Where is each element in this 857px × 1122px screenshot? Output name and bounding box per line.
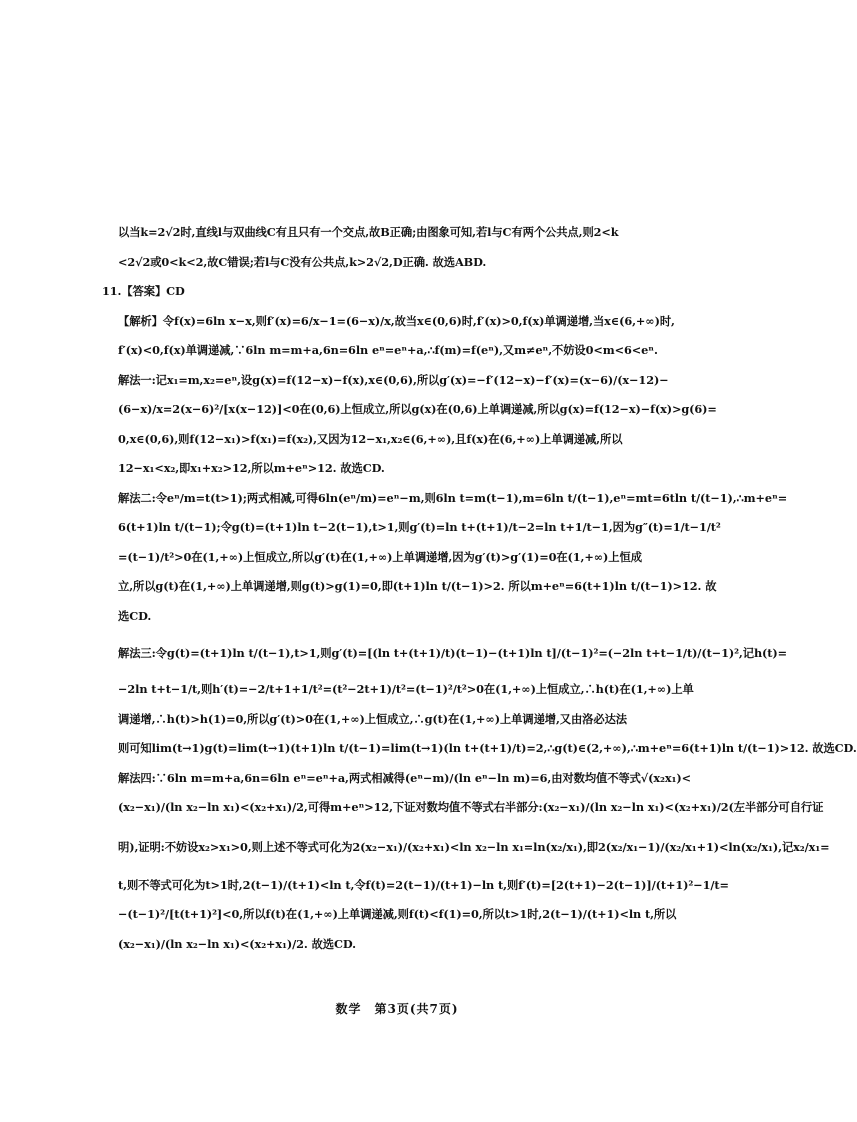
text-line: 解法四:∵6ln m=m+a,6n=6ln eⁿ=eⁿ+a,两式相减得(eⁿ−m)/(ln eⁿ−ln m)=6,由对数均值不等式√(x₂x₁)< — [118, 770, 691, 785]
text-line: (6−x)/x=2(x−6)²/[x(x−12)]<0在(0,6)上恒成立,所以g(x)在(0,6)上单调递减,所以g(x)=f(12−x)−f(x)>g(6)= — [118, 402, 717, 416]
text-line: f′(x)<0,f(x)单调递减,∵6ln m=m+a,6n=6ln eⁿ=eⁿ+a,∴f(m)=f(eⁿ),又m≠eⁿ,不妨设0<m<6<eⁿ. — [118, 343, 658, 357]
text-line: =(t−1)/t²>0在(1,+∞)上恒成立,所以g′(t)在(1,+∞)上单调递增,因为g′(t)>g′(1)=0在(1,+∞)上恒成 — [118, 549, 642, 564]
text-line: 以当k=2√2时,直线l与双曲线C有且只有一个交点,故B正确;由图象可知,若l与C有两个公共点,则2<k — [118, 225, 619, 239]
text-line: 【解析】令f(x)=6ln x−x,则f′(x)=6/x−1=(6−x)/x,故当x∈(0,6)时,f′(x)>0,f(x)单调递增,当x∈(6,+∞)时, — [118, 313, 675, 328]
question-answer-heading: 11.【答案】CD — [102, 284, 185, 298]
text-line: t,则不等式可化为t>1时,2(t−1)/(t+1)<ln t,令f(t)=2(t−1)/(t+1)−ln t,则f′(t)=[2(t+1)−2(t−1)]/(t+1)²−1/t= — [118, 877, 729, 892]
solution-text — [102, 218, 857, 959]
text-line: 解法一:记x₁=m,x₂=eⁿ,设g(x)=f(12−x)−f(x),x∈(0,6),所以g′(x)=−f′(12−x)−f′(x)=(x−6)/(x−12)− — [118, 372, 669, 387]
text-line: 则可知lim(t→1)g(t)=lim(t→1)(t+1)ln t/(t−1)=lim(t→1)(ln t+(t+1)/t)=2,∴g(t)∈(2,+∞),∴m+eⁿ=6(t+1)ln t/(t−1)>12. 故选CD. — [118, 741, 857, 755]
text-line: 调递增,∴h(t)>h(1)=0,所以g′(t)>0在(1,+∞)上恒成立,∴g(t)在(1,+∞)上单调递增,又由洛必达法 — [118, 711, 627, 726]
text-line: 6(t+1)ln t/(t−1);令g(t)=(t+1)ln t−2(t−1),t>1,则g′(t)=ln t+(t+1)/t−2=ln t+1/t−1,因为g″(t)=1/t−1/t² — [118, 520, 721, 534]
text-line: (x₂−x₁)/(ln x₂−ln x₁)<(x₂+x₁)/2,可得m+eⁿ>12,下证对数均值不等式右半部分:(x₂−x₁)/(ln x₂−ln x₁)<(x₂+x₁)/2(左半部分可自行证 — [118, 800, 824, 814]
text-line: 解法三:令g(t)=(t+1)ln t/(t−1),t>1,则g′(t)=[(ln t+(t+1)/t)(t−1)−(t+1)ln t]/(t−1)²=(−2ln t+t−1/t)/(t−1)²,记h(t)= — [118, 646, 788, 660]
text-line: 解法二:令eⁿ/m=t(t>1);两式相减,可得6ln(eⁿ/m)=eⁿ−m,则6ln t=m(t−1),m=6ln t/(t−1),eⁿ=mt=6tln t/(t−1),∴m+eⁿ= — [118, 490, 788, 505]
text-line: 立,所以g(t)在(1,+∞)上单调递增,则g(t)>g(1)=0,即(t+1)ln t/(t−1)>2. 所以m+eⁿ=6(t+1)ln t/(t−1)>12. 故 — [118, 579, 717, 593]
text-line: (x₂−x₁)/(ln x₂−ln x₁)<(x₂+x₁)/2. 故选CD. — [118, 936, 356, 951]
text-line: 0,x∈(0,6),则f(12−x₁)>f(x₁)=f(x₂),又因为12−x₁,x₂∈(6,+∞),且f(x)在(6,+∞)上单调递减,所以 — [118, 431, 623, 446]
text-line: −2ln t+t−1/t,则h′(t)=−2/t+1+1/t²=(t²−2t+1)/t²=(t−1)²/t²>0在(1,+∞)上恒成立,∴h(t)在(1,+∞)上单 — [118, 682, 694, 696]
text-line: 明),证明:不妨设x₂>x₁>0,则上述不等式可化为2(x₂−x₁)/(x₂+x₁)<ln x₂−ln x₁=ln(x₂/x₁),即2(x₂/x₁−1)/(x₂/x₁+1)<ln(x₂/x₁),记x₂/x₁= — [118, 839, 830, 854]
text-line: 12−x₁<x₂,即x₁+x₂>12,所以m+eⁿ>12. 故选CD. — [118, 461, 385, 475]
text-line: −(t−1)²/[t(t+1)²]<0,所以f(t)在(1,+∞)上单调递减,则f(t)<f(1)=0,所以t>1时,2(t−1)/(t+1)<ln t,所以 — [118, 907, 677, 921]
text-line: <2√2或0<k<2,故C错误;若l与C没有公共点,k>2√2,D正确. 故选ABD. — [118, 254, 487, 269]
page-footer: 数学 第3页(共7页) — [335, 1002, 459, 1016]
text-line: 选CD. — [118, 608, 152, 623]
